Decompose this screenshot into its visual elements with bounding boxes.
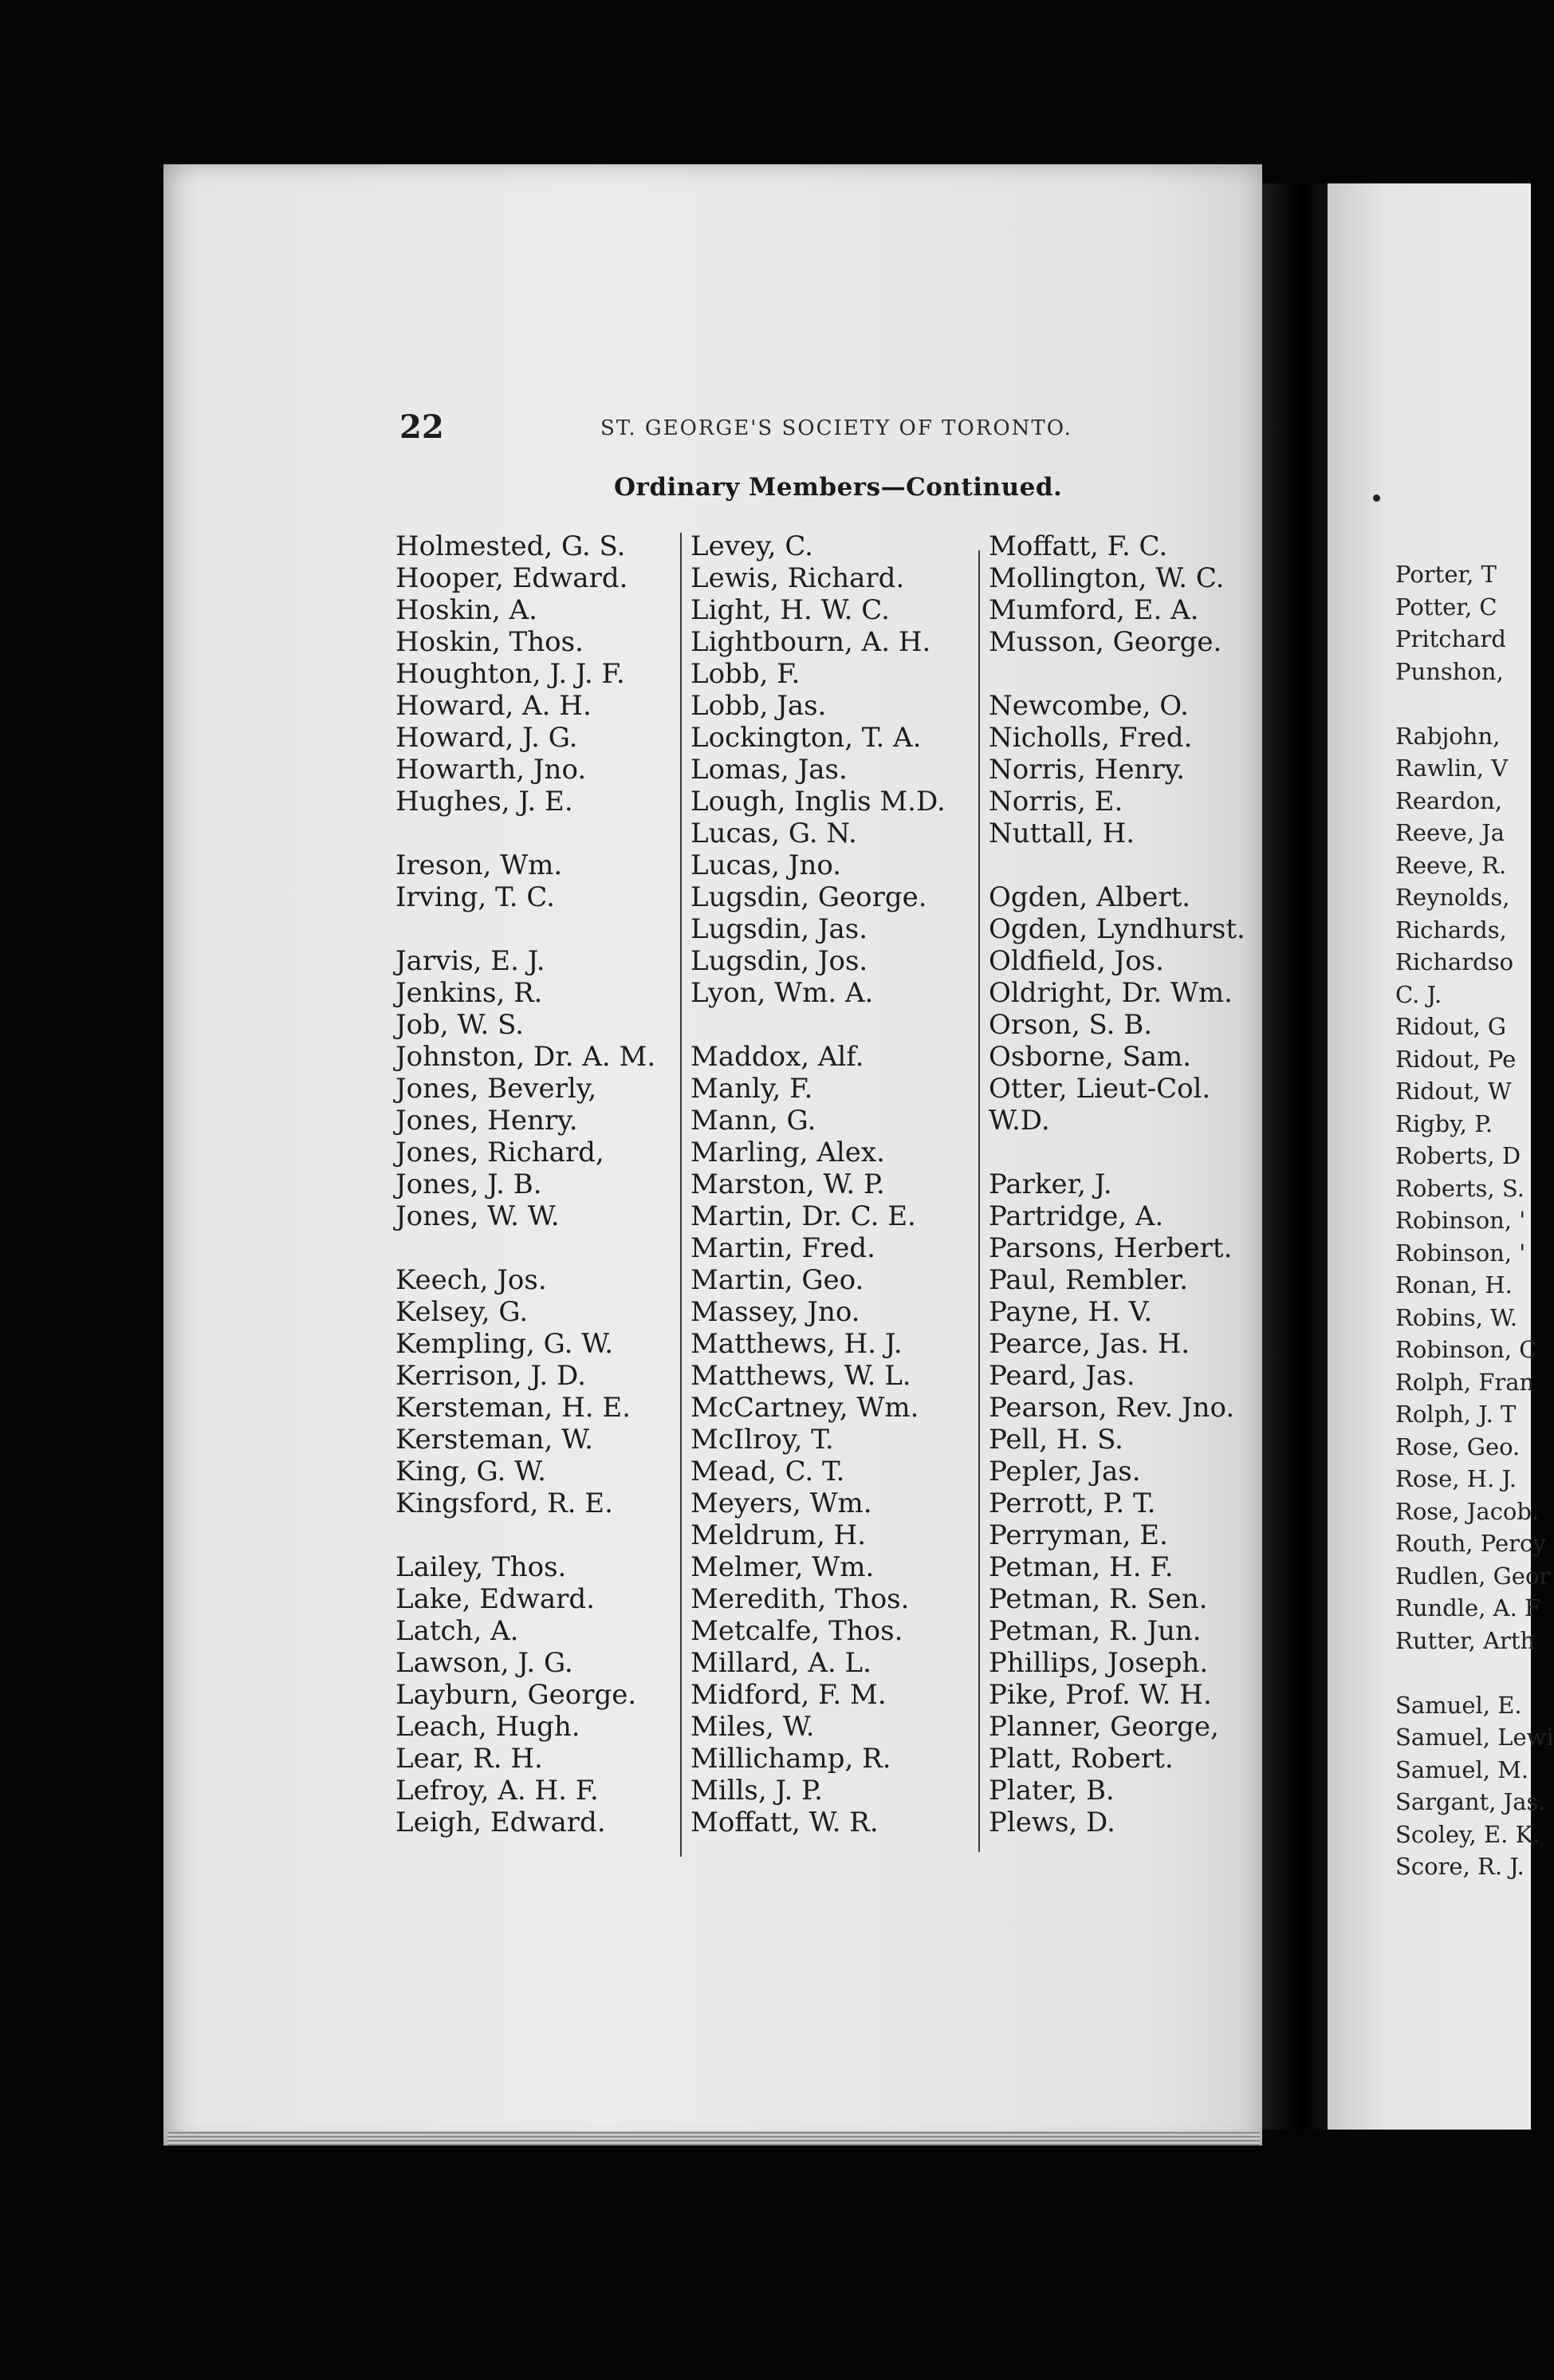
member-entry: Meyers, Wm. xyxy=(690,1488,872,1519)
member-entry: Lyon, Wm. A. xyxy=(690,977,874,1009)
member-entry: Holmested, G. S. xyxy=(395,530,626,562)
member-entry: Samuel, Lewi xyxy=(1395,1724,1554,1751)
margin-mark xyxy=(1373,495,1380,502)
member-entry: Robins, W. xyxy=(1395,1303,1518,1331)
page-edge-bottom xyxy=(167,2131,1260,2146)
member-entry: Levey, C. xyxy=(690,530,813,562)
member-entry: Lefroy, A. H. F. xyxy=(395,1775,599,1807)
page-header xyxy=(163,408,1262,456)
member-entry: Lugsdin, George. xyxy=(690,881,927,913)
member-entry: Potter, C xyxy=(1395,593,1497,621)
member-entry: Lake, Edward. xyxy=(395,1583,595,1615)
member-entry: Rabjohn, xyxy=(1395,722,1501,750)
member-entry: Routh, Percy xyxy=(1395,1530,1546,1557)
member-entry: Partridge, A. xyxy=(989,1200,1164,1232)
blank-line xyxy=(395,913,655,945)
column-divider-1 xyxy=(680,533,682,1857)
member-entry: Houghton, J. J. F. xyxy=(395,658,625,690)
member-entry: Pearson, Rev. Jno. xyxy=(989,1392,1235,1424)
member-entry: Richardso xyxy=(1395,948,1514,975)
member-entry: Ridout, W xyxy=(1395,1078,1512,1105)
blank-line xyxy=(1395,1657,1554,1689)
member-entry: Lugsdin, Jas. xyxy=(690,913,867,945)
member-entry: Howarth, Jno. xyxy=(395,754,587,786)
member-entry: Perryman, E. xyxy=(989,1519,1168,1551)
member-entry: Ireson, Wm. xyxy=(395,849,563,881)
member-entry: Rose, Jacob. xyxy=(1395,1497,1540,1525)
member-entry: Kerrison, J. D. xyxy=(395,1360,586,1392)
blank-line xyxy=(989,658,1245,690)
member-entry: Ronan, H. xyxy=(1395,1271,1513,1298)
member-entry: Meredith, Thos. xyxy=(690,1583,910,1615)
member-entry: McIlroy, T. xyxy=(690,1424,834,1456)
member-entry: Jones, Beverly, xyxy=(395,1073,597,1105)
member-entry: Ogden, Lyndhurst. xyxy=(989,913,1245,945)
member-entry: Kempling, G. W. xyxy=(395,1328,614,1360)
member-entry: Martin, Geo. xyxy=(690,1264,864,1296)
member-entry: Marston, W. P. xyxy=(690,1168,885,1200)
blank-line xyxy=(395,1232,655,1264)
blank-line xyxy=(690,1009,946,1041)
member-entry: Matthews, W. L. xyxy=(690,1360,911,1392)
member-entry: Rose, H. J. xyxy=(1395,1465,1517,1492)
member-entry: Hoskin, Thos. xyxy=(395,626,584,658)
member-entry: Layburn, George. xyxy=(395,1679,637,1711)
running-title: ST. GEORGE'S SOCIETY OF TORONTO. xyxy=(600,416,1072,440)
member-entry: Martin, Fred. xyxy=(690,1232,875,1264)
member-entry: Job, W. S. xyxy=(395,1009,524,1041)
member-entry: Lewis, Richard. xyxy=(690,562,905,594)
member-entry: Moffatt, W. R. xyxy=(690,1807,879,1838)
member-entry: Hooper, Edward. xyxy=(395,562,628,594)
member-entry: Punshon, xyxy=(1395,657,1504,685)
member-entry: Pell, H. S. xyxy=(989,1424,1123,1456)
member-entry: Matthews, H. J. xyxy=(690,1328,903,1360)
page-number: 22 xyxy=(399,408,444,446)
member-entry: Kersteman, H. E. xyxy=(395,1392,631,1424)
column-divider-2 xyxy=(978,550,980,1852)
member-entry: Pearce, Jas. H. xyxy=(989,1328,1190,1360)
member-entry: Light, H. W. C. xyxy=(690,594,890,626)
member-entry: Jones, J. B. xyxy=(395,1168,542,1200)
member-entry: Howard, J. G. xyxy=(395,722,578,754)
member-entry: Jones, Henry. xyxy=(395,1105,578,1137)
member-entry: Midford, F. M. xyxy=(690,1679,887,1711)
member-entry: Mann, G. xyxy=(690,1105,816,1137)
member-entry: Manly, F. xyxy=(690,1073,813,1105)
member-entry: Millard, A. L. xyxy=(690,1647,871,1679)
member-entry: Jones, Richard, xyxy=(395,1137,604,1168)
member-entry: Meldrum, H. xyxy=(690,1519,867,1551)
member-entry: Mollington, W. C. xyxy=(989,562,1225,594)
member-entry: Kelsey, G. xyxy=(395,1296,529,1328)
member-entry: W.D. xyxy=(989,1105,1050,1137)
member-entry: McCartney, Wm. xyxy=(690,1392,919,1424)
member-entry: Mills, J. P. xyxy=(690,1775,823,1807)
member-entry: Perrott, P. T. xyxy=(989,1488,1156,1519)
member-entry: Rudlen, Geor xyxy=(1395,1562,1551,1590)
member-entry: Lobb, F. xyxy=(690,658,801,690)
member-entry: Rolph, J. T xyxy=(1395,1401,1517,1428)
member-entry: Latch, A. xyxy=(395,1615,519,1647)
member-entry: Johnston, Dr. A. M. xyxy=(395,1041,656,1073)
member-entry: Pike, Prof. W. H. xyxy=(989,1679,1212,1711)
blank-line xyxy=(1395,688,1554,720)
member-entry: Lightbourn, A. H. xyxy=(690,626,931,658)
member-entry: Robinson, ' xyxy=(1395,1239,1526,1267)
member-entry: Nuttall, H. xyxy=(989,818,1135,849)
member-entry: Roberts, S. xyxy=(1395,1174,1524,1202)
member-entry: Scoley, E. K. xyxy=(1395,1820,1540,1848)
member-entry: Petman, H. F. xyxy=(989,1551,1174,1583)
member-entry: Lucas, G. N. xyxy=(690,818,857,849)
member-entry: Martin, Dr. C. E. xyxy=(690,1200,916,1232)
member-entry: Lomas, Jas. xyxy=(690,754,848,786)
member-entry: Phillips, Joseph. xyxy=(989,1647,1209,1679)
member-entry: Howard, A. H. xyxy=(395,690,592,722)
member-entry: Pepler, Jas. xyxy=(989,1456,1141,1488)
member-entry: Payne, H. V. xyxy=(989,1296,1153,1328)
member-entry: Keech, Jos. xyxy=(395,1264,547,1296)
member-entry: Maddox, Alf. xyxy=(690,1041,864,1073)
member-entry: Rose, Geo. xyxy=(1395,1432,1521,1460)
member-entry: Newcombe, O. xyxy=(989,690,1189,722)
member-entry: C. J. xyxy=(1395,980,1442,1008)
member-entry: Melmer, Wm. xyxy=(690,1551,875,1583)
member-entry: Hughes, J. E. xyxy=(395,786,573,818)
member-entry: Miles, W. xyxy=(690,1711,815,1743)
member-entry: Lobb, Jas. xyxy=(690,690,827,722)
member-entry: Rundle, A. F xyxy=(1395,1594,1541,1621)
member-entry: Sargant, Jas. xyxy=(1395,1788,1546,1815)
member-entry: Porter, T xyxy=(1395,561,1497,588)
member-entry: Oldright, Dr. Wm. xyxy=(989,977,1233,1009)
member-entry: Samuel, M. xyxy=(1395,1755,1529,1783)
member-entry: Lucas, Jno. xyxy=(690,849,842,881)
member-entry: Leigh, Edward. xyxy=(395,1807,606,1838)
member-entry: Richards, xyxy=(1395,916,1507,944)
member-entry: Mead, C. T. xyxy=(690,1456,845,1488)
member-entry: Jones, W. W. xyxy=(395,1200,560,1232)
member-entry: Petman, R. Sen. xyxy=(989,1583,1208,1615)
member-column-3 xyxy=(989,530,1245,1838)
member-entry: Norris, E. xyxy=(989,786,1123,818)
member-entry: Rawlin, V xyxy=(1395,755,1509,782)
member-entry: Robinson, ' xyxy=(1395,1207,1526,1234)
section-heading: Ordinary Members—Continued. xyxy=(614,473,1063,502)
member-entry: Samuel, E. xyxy=(1395,1691,1522,1719)
member-entry: Jarvis, E. J. xyxy=(395,945,545,977)
member-entry: Roberts, D xyxy=(1395,1142,1521,1169)
member-entry: Plater, B. xyxy=(989,1775,1115,1807)
facing-page-column xyxy=(1395,558,1554,1883)
blank-line xyxy=(989,1137,1245,1168)
member-entry: Petman, R. Jun. xyxy=(989,1615,1202,1647)
member-entry: Reardon, xyxy=(1395,786,1503,814)
member-entry: Parsons, Herbert. xyxy=(989,1232,1233,1264)
member-entry: Robinson, C xyxy=(1395,1336,1537,1363)
blank-line xyxy=(395,818,655,849)
member-entry: Lugsdin, Jos. xyxy=(690,945,868,977)
member-entry: Irving, T. C. xyxy=(395,881,555,913)
member-entry: Orson, S. B. xyxy=(989,1009,1153,1041)
member-entry: Parker, J. xyxy=(989,1168,1112,1200)
member-entry: Reeve, Ja xyxy=(1395,819,1505,846)
member-entry: Platt, Robert. xyxy=(989,1743,1174,1775)
member-entry: Lawson, J. G. xyxy=(395,1647,573,1679)
member-entry: Hoskin, A. xyxy=(395,594,537,626)
member-entry: Lockington, T. A. xyxy=(690,722,922,754)
member-entry: Marling, Alex. xyxy=(690,1137,885,1168)
member-entry: Metcalfe, Thos. xyxy=(690,1615,903,1647)
member-entry: Mumford, E. A. xyxy=(989,594,1199,626)
member-entry: Musson, George. xyxy=(989,626,1222,658)
member-entry: Paul, Rembler. xyxy=(989,1264,1189,1296)
member-entry: Otter, Lieut-Col. xyxy=(989,1073,1211,1105)
member-entry: Planner, George, xyxy=(989,1711,1219,1743)
member-entry: Reeve, R. xyxy=(1395,851,1507,879)
member-entry: Pritchard xyxy=(1395,625,1506,652)
member-entry: Peard, Jas. xyxy=(989,1360,1135,1392)
member-entry: Jenkins, R. xyxy=(395,977,543,1009)
member-column-1 xyxy=(395,530,655,1838)
member-entry: Reynolds, xyxy=(1395,884,1510,911)
member-entry: Rolph, Fran xyxy=(1395,1368,1535,1396)
member-entry: Score, R. J. xyxy=(1395,1853,1524,1880)
member-entry: Norris, Henry. xyxy=(989,754,1186,786)
member-entry: Moffatt, F. C. xyxy=(989,530,1168,562)
blank-line xyxy=(395,1519,655,1551)
member-entry: Plews, D. xyxy=(989,1807,1115,1838)
member-entry: Nicholls, Fred. xyxy=(989,722,1193,754)
member-entry: Kingsford, R. E. xyxy=(395,1488,613,1519)
member-entry: Lough, Inglis M.D. xyxy=(690,786,946,818)
member-entry: Osborne, Sam. xyxy=(989,1041,1192,1073)
book-gutter xyxy=(1262,183,1328,2130)
member-entry: Rutter, Arth xyxy=(1395,1626,1536,1654)
member-entry: Lear, R. H. xyxy=(395,1743,543,1775)
member-column-2 xyxy=(690,530,946,1838)
member-entry: Ogden, Albert. xyxy=(989,881,1191,913)
member-entry: Kersteman, W. xyxy=(395,1424,593,1456)
member-entry: Lailey, Thos. xyxy=(395,1551,567,1583)
member-entry: Ridout, G xyxy=(1395,1013,1507,1040)
blank-line xyxy=(989,849,1245,881)
member-entry: Ridout, Pe xyxy=(1395,1045,1517,1073)
member-entry: Rigby, P. xyxy=(1395,1109,1493,1137)
member-entry: King, G. W. xyxy=(395,1456,546,1488)
member-entry: Massey, Jno. xyxy=(690,1296,860,1328)
member-entry: Millichamp, R. xyxy=(690,1743,891,1775)
member-entry: Oldfield, Jos. xyxy=(989,945,1164,977)
member-entry: Leach, Hugh. xyxy=(395,1711,580,1743)
